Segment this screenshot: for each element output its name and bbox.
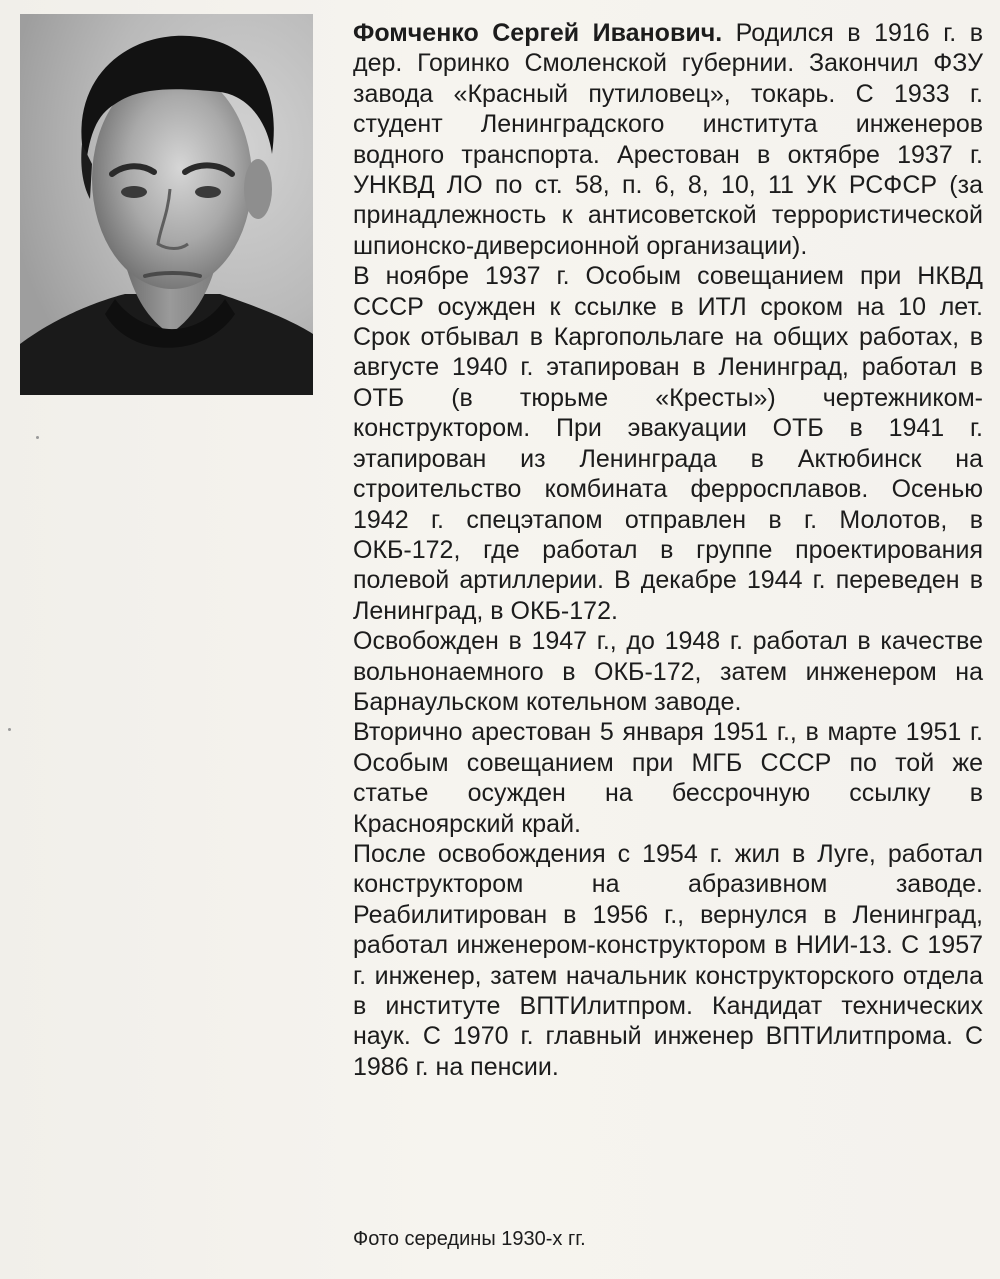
bio-paragraph-4: Вторично арестован 5 января 1951 г., в марте 1951 г. Особым совещанием при МГБ СССР по той же статье осужден на бессрочную ссылку в Красноярский край. [353,718,983,838]
bio-paragraph-3: Освобожден в 1947 г., до 1948 г. работал в качестве вольнонаемного в ОКБ-172, затем инженером на Барнаульском котельном заводе. [353,627,983,716]
photo-caption: Фото середины 1930-х гг. [353,1228,586,1250]
bio-paragraph-5: После освобождения с 1954 г. жил в Луге, работал конструктором на абразивном заводе. Реабилитирован в 1956 г., вернулся в Ленинград, работал инженером-конструктором в НИИ-13. С 1957 г. инженер, затем начальник конструкторского отдела в институте ВПТИлитпром. Кандидат технических наук. С 1970 г. главный инженер ВПТИлитпрома. С 1986 г. на пенсии. [353,839,983,1081]
person-name: Фомченко Сергей Иванович. [353,19,723,47]
biography-text [353,18,983,1082]
bio-paragraph-1 [353,18,983,261]
portrait-image [20,14,313,395]
portrait-photo [20,14,313,395]
bio-intro: Родился в 1916 г. в дер. Горинко Смоленской губернии. Закончил ФЗУ завода «Красный путиловец», токарь. С 1933 г. студент Ленинградского института инженеров водного транспорта. Арестован в октябре 1937 г. УНКВД ЛО по ст. 58, п. 6, 8, 10, 11 УК РСФСР (за принадлежность к антисоветской террористической шпионско-диверсионной организации). [353,19,983,260]
print-speck [8,728,11,731]
bio-paragraph-2: В ноябре 1937 г. Особым совещанием при НКВД СССР осужден к ссылке в ИТЛ сроком на 10 лет. Срок отбывал в Каргопольлаге на общих работах, в августе 1940 г. этапирован в Ленинград, работал в ОТБ (в тюрьме «Кресты») чертежником-конструктором. При эвакуации ОТБ в 1941 г. этапирован из Ленинграда в Актюбинск на строительство комбината ферросплавов. Осенью 1942 г. спецэтапом отправлен в г. Молотов, в ОКБ-172, где работал в группе проектирования полевой артиллерии. В декабре 1944 г. переведен в Ленинград, в ОКБ-172. [353,262,983,625]
print-speck [36,436,39,439]
